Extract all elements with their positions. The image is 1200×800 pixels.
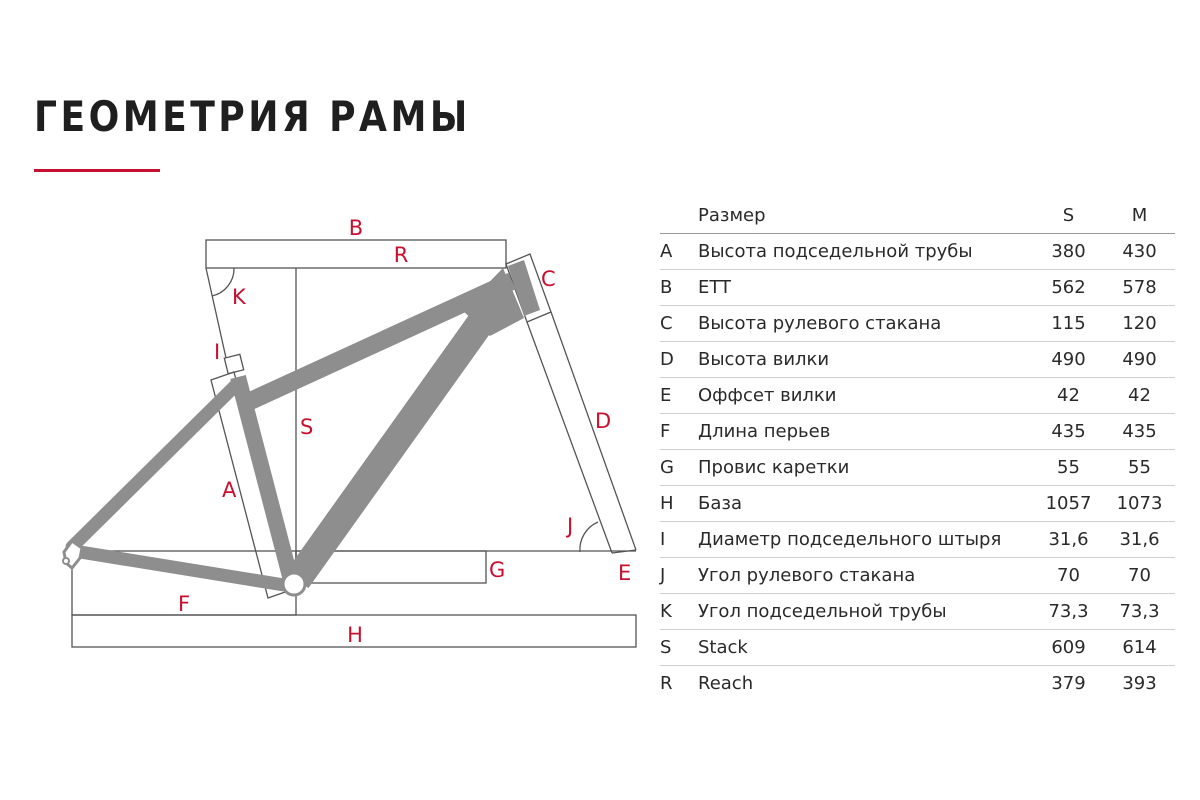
row-value-s: 55	[1033, 450, 1104, 486]
row-code: D	[660, 342, 698, 378]
label-a: A	[222, 478, 237, 502]
row-value-m: 435	[1104, 414, 1175, 450]
row-code: A	[660, 234, 698, 270]
row-value-s: 42	[1033, 378, 1104, 414]
label-d: D	[595, 409, 612, 433]
row-value-s: 115	[1033, 306, 1104, 342]
table-row	[660, 342, 1175, 378]
header-size-m: M	[1104, 198, 1175, 234]
row-name: Угол рулевого стакана	[698, 558, 1033, 594]
row-value-m: 614	[1104, 630, 1175, 666]
label-i: I	[214, 340, 221, 364]
row-name: Провис каретки	[698, 450, 1033, 486]
row-code: F	[660, 414, 698, 450]
row-value-m: 430	[1104, 234, 1175, 270]
bottom-bracket	[283, 573, 305, 595]
row-value-m: 70	[1104, 558, 1175, 594]
row-code: I	[660, 522, 698, 558]
row-value-s: 562	[1033, 270, 1104, 306]
row-value-s: 379	[1051, 673, 1086, 694]
seat-tube	[238, 377, 292, 584]
table-row	[660, 666, 1175, 702]
row-value-s: 1057	[1033, 486, 1104, 522]
label-c: C	[541, 267, 556, 291]
table-header-row	[660, 198, 1175, 234]
row-value-s: 31,6	[1033, 522, 1104, 558]
row-code: R	[660, 673, 673, 694]
geometry-table	[660, 198, 1175, 701]
row-value-m: 120	[1104, 306, 1175, 342]
row-code: J	[660, 558, 698, 594]
reach-box	[206, 240, 506, 268]
row-name: Длина перьев	[698, 414, 1033, 450]
row-value-s: 70	[1033, 558, 1104, 594]
table-row	[660, 306, 1175, 342]
table-row	[660, 486, 1175, 522]
row-name: База	[698, 486, 1033, 522]
row-code: K	[660, 594, 698, 630]
row-value-m: 42	[1104, 378, 1175, 414]
row-name: Диаметр подседельного штыря	[698, 522, 1033, 558]
header-size-label: Размер	[698, 198, 1033, 234]
row-value-m: 1073	[1104, 486, 1175, 522]
row-name: Оффсет вилки	[698, 378, 1033, 414]
row-code: E	[660, 378, 698, 414]
table-row	[660, 558, 1175, 594]
table-row	[660, 378, 1175, 414]
row-name: Высота подседельной трубы	[698, 234, 1033, 270]
row-value-m: 490	[1104, 342, 1175, 378]
head-angle-arc	[580, 522, 598, 552]
row-name: Высота вилки	[698, 342, 1033, 378]
row-code: C	[660, 306, 698, 342]
row-value-m: 31,6	[1104, 522, 1175, 558]
fork-line-back	[551, 312, 636, 550]
page-title: ГЕОМЕТРИЯ РАМЫ	[34, 92, 471, 141]
row-value-m: 55	[1104, 450, 1175, 486]
table-row	[660, 414, 1175, 450]
dimension-lines	[72, 240, 636, 647]
row-code: H	[660, 486, 698, 522]
table-row	[660, 594, 1175, 630]
label-g: G	[489, 558, 506, 582]
row-value-m: 393	[1122, 673, 1157, 694]
seat-stay	[72, 384, 237, 547]
seatpost-box	[224, 354, 243, 373]
row-value-s: 490	[1033, 342, 1104, 378]
row-name: Высота рулевого стакана	[698, 306, 1033, 342]
label-e: E	[618, 561, 632, 585]
row-value-s: 435	[1033, 414, 1104, 450]
row-code: G	[660, 450, 698, 486]
label-f: F	[177, 592, 191, 616]
chain-stay	[74, 551, 284, 585]
label-k: K	[232, 285, 246, 309]
row-name: ETT	[698, 270, 1033, 306]
table-row	[660, 522, 1175, 558]
row-code: S	[660, 630, 698, 666]
label-r: R	[393, 243, 409, 267]
row-value-s: 609	[1033, 630, 1104, 666]
header-size-s: S	[1033, 198, 1104, 234]
table-row	[660, 630, 1175, 666]
row-name: Stack	[698, 630, 1033, 666]
rear-axle-hole	[63, 558, 69, 564]
table-row	[660, 270, 1175, 306]
row-value-s: 73,3	[1033, 594, 1104, 630]
label-b: B	[348, 216, 364, 240]
label-j: J	[567, 514, 574, 538]
row-value-m: 578	[1104, 270, 1175, 306]
row-name: Угол подседельной трубы	[698, 594, 1033, 630]
row-code: B	[660, 270, 698, 306]
label-h: H	[347, 623, 363, 647]
table-row	[660, 450, 1175, 486]
label-s: S	[300, 415, 314, 439]
row-value-m: 73,3	[1104, 594, 1175, 630]
row-name: Reach	[698, 673, 754, 694]
row-value-s: 380	[1033, 234, 1104, 270]
seat-angle-arc	[212, 268, 234, 296]
table-row	[660, 234, 1175, 270]
